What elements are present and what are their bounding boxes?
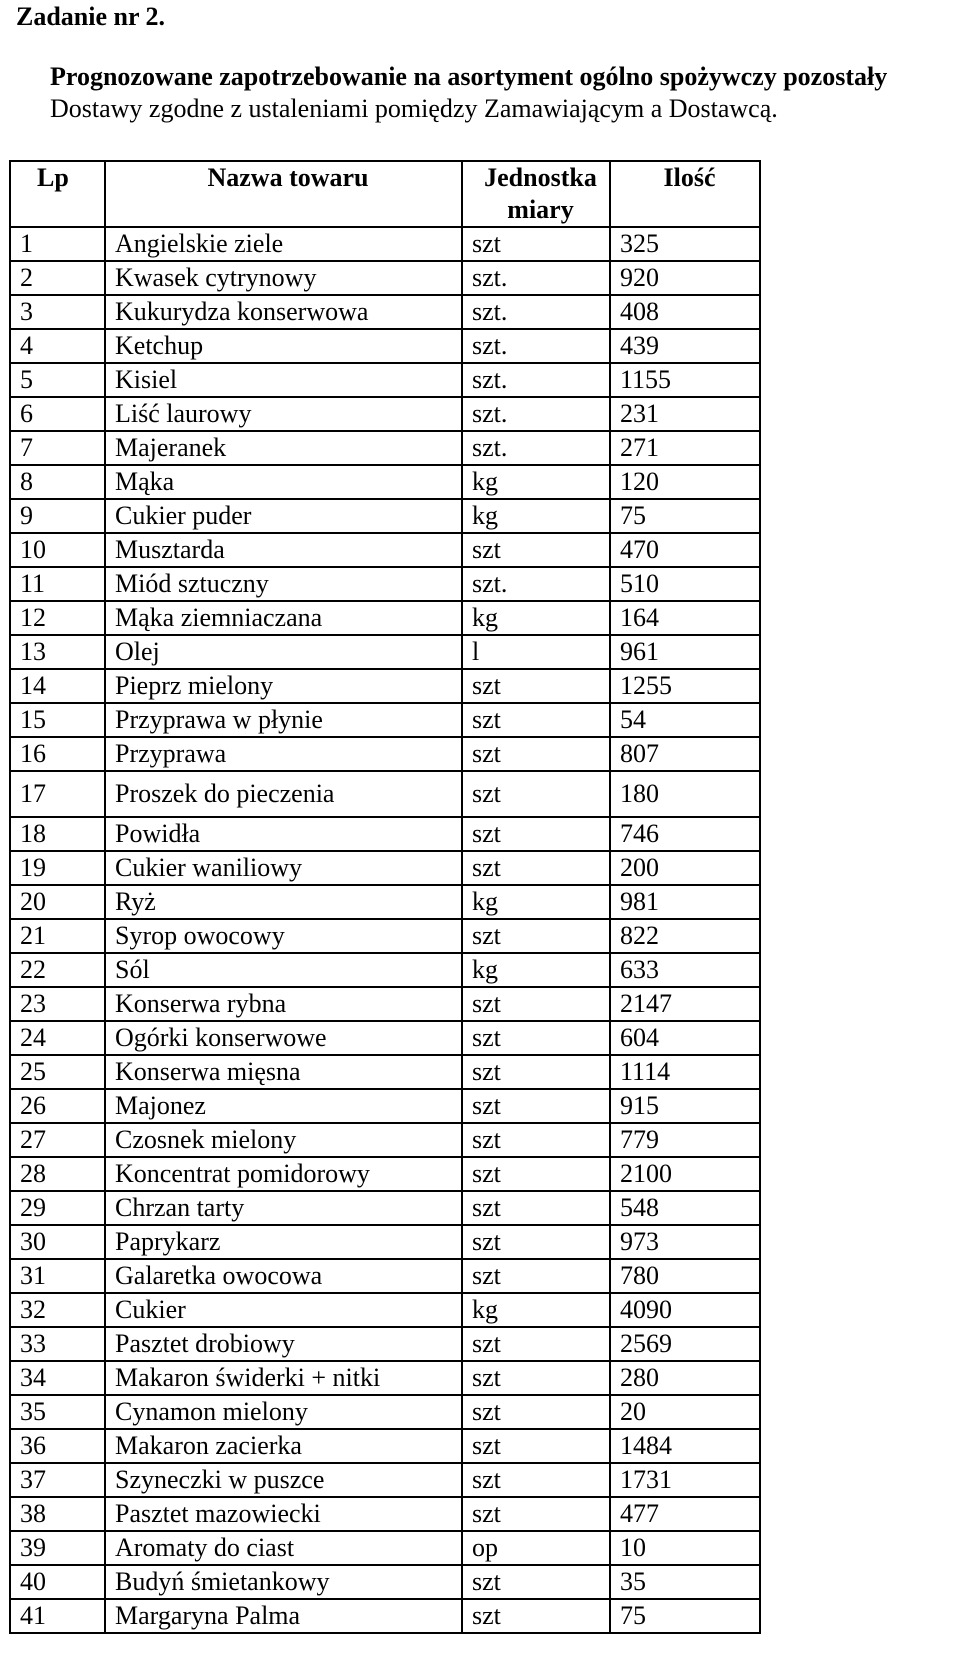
cell-qty: 780 (610, 1259, 760, 1293)
cell-name: Makaron zacierka (105, 1429, 462, 1463)
cell-qty: 1114 (610, 1055, 760, 1089)
table-row (10, 737, 760, 771)
cell-lp: 33 (10, 1327, 105, 1361)
cell-qty: 981 (610, 885, 760, 919)
cell-lp: 38 (10, 1497, 105, 1531)
cell-qty: 1155 (610, 363, 760, 397)
cell-unit: szt (462, 1123, 610, 1157)
table-row (10, 431, 760, 465)
cell-name: Ketchup (105, 329, 462, 363)
cell-qty: 548 (610, 1191, 760, 1225)
table-row (10, 851, 760, 885)
cell-qty: 2569 (610, 1327, 760, 1361)
cell-unit: szt (462, 533, 610, 567)
cell-lp: 4 (10, 329, 105, 363)
table-row (10, 1531, 760, 1565)
cell-name: Mąka ziemniaczana (105, 601, 462, 635)
cell-lp: 11 (10, 567, 105, 601)
table-row (10, 703, 760, 737)
cell-lp: 8 (10, 465, 105, 499)
cell-qty: 807 (610, 737, 760, 771)
cell-unit: szt. (462, 431, 610, 465)
cell-unit: szt (462, 227, 610, 261)
table-row (10, 669, 760, 703)
cell-name: Szyneczki w puszce (105, 1463, 462, 1497)
cell-name: Kwasek cytrynowy (105, 261, 462, 295)
goods-table (9, 160, 761, 1634)
cell-unit: l (462, 635, 610, 669)
cell-unit: szt (462, 669, 610, 703)
cell-name: Przyprawa w płynie (105, 703, 462, 737)
cell-lp: 19 (10, 851, 105, 885)
table-body (10, 227, 760, 1633)
cell-unit: szt (462, 817, 610, 851)
table-row (10, 1395, 760, 1429)
cell-unit: szt (462, 851, 610, 885)
cell-unit: szt (462, 1089, 610, 1123)
cell-qty: 4090 (610, 1293, 760, 1327)
cell-name: Pasztet drobiowy (105, 1327, 462, 1361)
cell-unit: szt (462, 703, 610, 737)
cell-name: Cukier puder (105, 499, 462, 533)
cell-unit: kg (462, 885, 610, 919)
cell-lp: 40 (10, 1565, 105, 1599)
table-row (10, 499, 760, 533)
cell-lp: 22 (10, 953, 105, 987)
cell-name: Paprykarz (105, 1225, 462, 1259)
cell-unit: kg (462, 601, 610, 635)
cell-lp: 21 (10, 919, 105, 953)
cell-unit: szt (462, 919, 610, 953)
cell-lp: 20 (10, 885, 105, 919)
cell-unit: kg (462, 953, 610, 987)
table-row (10, 1429, 760, 1463)
cell-name: Miód sztuczny (105, 567, 462, 601)
table-row (10, 227, 760, 261)
header-lp: Lp (10, 161, 105, 227)
cell-name: Aromaty do ciast (105, 1531, 462, 1565)
cell-unit: kg (462, 499, 610, 533)
cell-name: Makaron świderki + nitki (105, 1361, 462, 1395)
cell-name: Kisiel (105, 363, 462, 397)
table-row (10, 635, 760, 669)
cell-qty: 1484 (610, 1429, 760, 1463)
cell-name: Majonez (105, 1089, 462, 1123)
cell-name: Syrop owocowy (105, 919, 462, 953)
cell-lp: 14 (10, 669, 105, 703)
cell-name: Powidła (105, 817, 462, 851)
table-row (10, 1361, 760, 1395)
cell-qty: 915 (610, 1089, 760, 1123)
cell-qty: 2100 (610, 1157, 760, 1191)
cell-lp: 30 (10, 1225, 105, 1259)
cell-lp: 18 (10, 817, 105, 851)
cell-lp: 7 (10, 431, 105, 465)
cell-unit: kg (462, 465, 610, 499)
table-row (10, 1055, 760, 1089)
cell-unit: szt (462, 1395, 610, 1429)
cell-unit: szt (462, 1259, 610, 1293)
cell-lp: 29 (10, 1191, 105, 1225)
cell-lp: 32 (10, 1293, 105, 1327)
cell-qty: 271 (610, 431, 760, 465)
cell-lp: 23 (10, 987, 105, 1021)
header-qty: Ilość (610, 161, 760, 227)
cell-lp: 26 (10, 1089, 105, 1123)
cell-lp: 6 (10, 397, 105, 431)
table-row (10, 1089, 760, 1123)
cell-unit: szt (462, 1055, 610, 1089)
table-row (10, 1327, 760, 1361)
cell-qty: 604 (610, 1021, 760, 1055)
table-row (10, 601, 760, 635)
cell-unit: szt. (462, 295, 610, 329)
cell-name: Budyń śmietankowy (105, 1565, 462, 1599)
cell-qty: 280 (610, 1361, 760, 1395)
cell-unit: szt (462, 1429, 610, 1463)
cell-name: Galaretka owocowa (105, 1259, 462, 1293)
cell-lp: 34 (10, 1361, 105, 1395)
cell-qty: 35 (610, 1565, 760, 1599)
cell-qty: 408 (610, 295, 760, 329)
table-row (10, 953, 760, 987)
cell-name: Pasztet mazowiecki (105, 1497, 462, 1531)
cell-qty: 961 (610, 635, 760, 669)
cell-qty: 200 (610, 851, 760, 885)
cell-name: Proszek do pieczenia (105, 771, 462, 817)
header-unit: Jednostka miary (462, 161, 610, 227)
cell-unit: szt (462, 1599, 610, 1633)
cell-name: Liść laurowy (105, 397, 462, 431)
cell-name: Pieprz mielony (105, 669, 462, 703)
cell-lp: 15 (10, 703, 105, 737)
cell-name: Cukier (105, 1293, 462, 1327)
cell-qty: 75 (610, 1599, 760, 1633)
cell-name: Cukier waniliowy (105, 851, 462, 885)
cell-unit: szt (462, 987, 610, 1021)
table-row (10, 919, 760, 953)
document-subtitle: Dostawy zgodne z ustaleniami pomiędzy Zamawiającym a Dostawcą. (50, 94, 778, 123)
cell-lp: 25 (10, 1055, 105, 1089)
cell-qty: 75 (610, 499, 760, 533)
cell-unit: szt (462, 771, 610, 817)
cell-name: Majeranek (105, 431, 462, 465)
table-row (10, 1123, 760, 1157)
table-row (10, 397, 760, 431)
cell-qty: 1255 (610, 669, 760, 703)
cell-unit: szt (462, 1157, 610, 1191)
cell-qty: 325 (610, 227, 760, 261)
cell-lp: 37 (10, 1463, 105, 1497)
table-row (10, 1497, 760, 1531)
table-row (10, 465, 760, 499)
cell-name: Margaryna Palma (105, 1599, 462, 1633)
cell-qty: 973 (610, 1225, 760, 1259)
cell-name: Ogórki konserwowe (105, 1021, 462, 1055)
table-row (10, 1259, 760, 1293)
table-row (10, 1293, 760, 1327)
table-row (10, 1191, 760, 1225)
table-row (10, 1599, 760, 1633)
cell-lp: 31 (10, 1259, 105, 1293)
cell-qty: 779 (610, 1123, 760, 1157)
cell-unit: szt (462, 1463, 610, 1497)
cell-unit: op (462, 1531, 610, 1565)
table-row (10, 987, 760, 1021)
table-row (10, 1157, 760, 1191)
cell-qty: 510 (610, 567, 760, 601)
cell-name: Ryż (105, 885, 462, 919)
cell-name: Konserwa rybna (105, 987, 462, 1021)
cell-unit: szt. (462, 567, 610, 601)
document-title: Zadanie nr 2. (16, 2, 166, 31)
cell-unit: szt (462, 1361, 610, 1395)
cell-qty: 54 (610, 703, 760, 737)
cell-qty: 477 (610, 1497, 760, 1531)
table-row (10, 1463, 760, 1497)
cell-lp: 10 (10, 533, 105, 567)
cell-lp: 5 (10, 363, 105, 397)
header-name: Nazwa towaru (105, 161, 462, 227)
cell-lp: 3 (10, 295, 105, 329)
cell-qty: 20 (610, 1395, 760, 1429)
cell-qty: 120 (610, 465, 760, 499)
cell-lp: 17 (10, 771, 105, 817)
table-row (10, 329, 760, 363)
cell-name: Kukurydza konserwowa (105, 295, 462, 329)
cell-qty: 822 (610, 919, 760, 953)
table-row (10, 1565, 760, 1599)
table-row (10, 295, 760, 329)
cell-qty: 633 (610, 953, 760, 987)
cell-name: Mąka (105, 465, 462, 499)
cell-name: Przyprawa (105, 737, 462, 771)
cell-name: Chrzan tarty (105, 1191, 462, 1225)
cell-lp: 12 (10, 601, 105, 635)
cell-name: Konserwa mięsna (105, 1055, 462, 1089)
cell-lp: 28 (10, 1157, 105, 1191)
cell-qty: 10 (610, 1531, 760, 1565)
table-row (10, 771, 760, 817)
cell-name: Musztarda (105, 533, 462, 567)
table-row (10, 363, 760, 397)
cell-lp: 24 (10, 1021, 105, 1055)
cell-name: Czosnek mielony (105, 1123, 462, 1157)
cell-name: Olej (105, 635, 462, 669)
cell-lp: 13 (10, 635, 105, 669)
table-row (10, 533, 760, 567)
cell-lp: 1 (10, 227, 105, 261)
cell-unit: szt (462, 1565, 610, 1599)
table-row (10, 261, 760, 295)
cell-unit: szt. (462, 397, 610, 431)
cell-lp: 16 (10, 737, 105, 771)
cell-unit: szt (462, 1497, 610, 1531)
cell-lp: 27 (10, 1123, 105, 1157)
cell-unit: szt (462, 1327, 610, 1361)
cell-qty: 180 (610, 771, 760, 817)
cell-qty: 746 (610, 817, 760, 851)
table-row (10, 567, 760, 601)
cell-unit: kg (462, 1293, 610, 1327)
table-row (10, 817, 760, 851)
table-row (10, 885, 760, 919)
cell-name: Sól (105, 953, 462, 987)
cell-lp: 9 (10, 499, 105, 533)
cell-unit: szt. (462, 329, 610, 363)
cell-unit: szt (462, 1191, 610, 1225)
cell-qty: 1731 (610, 1463, 760, 1497)
table-header-row (10, 161, 760, 227)
cell-unit: szt (462, 1021, 610, 1055)
table-row (10, 1021, 760, 1055)
cell-lp: 41 (10, 1599, 105, 1633)
cell-unit: szt. (462, 363, 610, 397)
cell-qty: 439 (610, 329, 760, 363)
cell-qty: 231 (610, 397, 760, 431)
table-row (10, 1225, 760, 1259)
document-subtitle-bold: Prognozowane zapotrzebowanie na asortyment ogólno spożywczy pozostały (50, 62, 888, 91)
cell-lp: 36 (10, 1429, 105, 1463)
cell-unit: szt. (462, 261, 610, 295)
cell-name: Angielskie ziele (105, 227, 462, 261)
cell-unit: szt (462, 1225, 610, 1259)
cell-lp: 39 (10, 1531, 105, 1565)
cell-lp: 2 (10, 261, 105, 295)
cell-qty: 920 (610, 261, 760, 295)
cell-name: Cynamon mielony (105, 1395, 462, 1429)
cell-name: Koncentrat pomidorowy (105, 1157, 462, 1191)
cell-qty: 2147 (610, 987, 760, 1021)
cell-lp: 35 (10, 1395, 105, 1429)
cell-unit: szt (462, 737, 610, 771)
cell-qty: 164 (610, 601, 760, 635)
cell-qty: 470 (610, 533, 760, 567)
